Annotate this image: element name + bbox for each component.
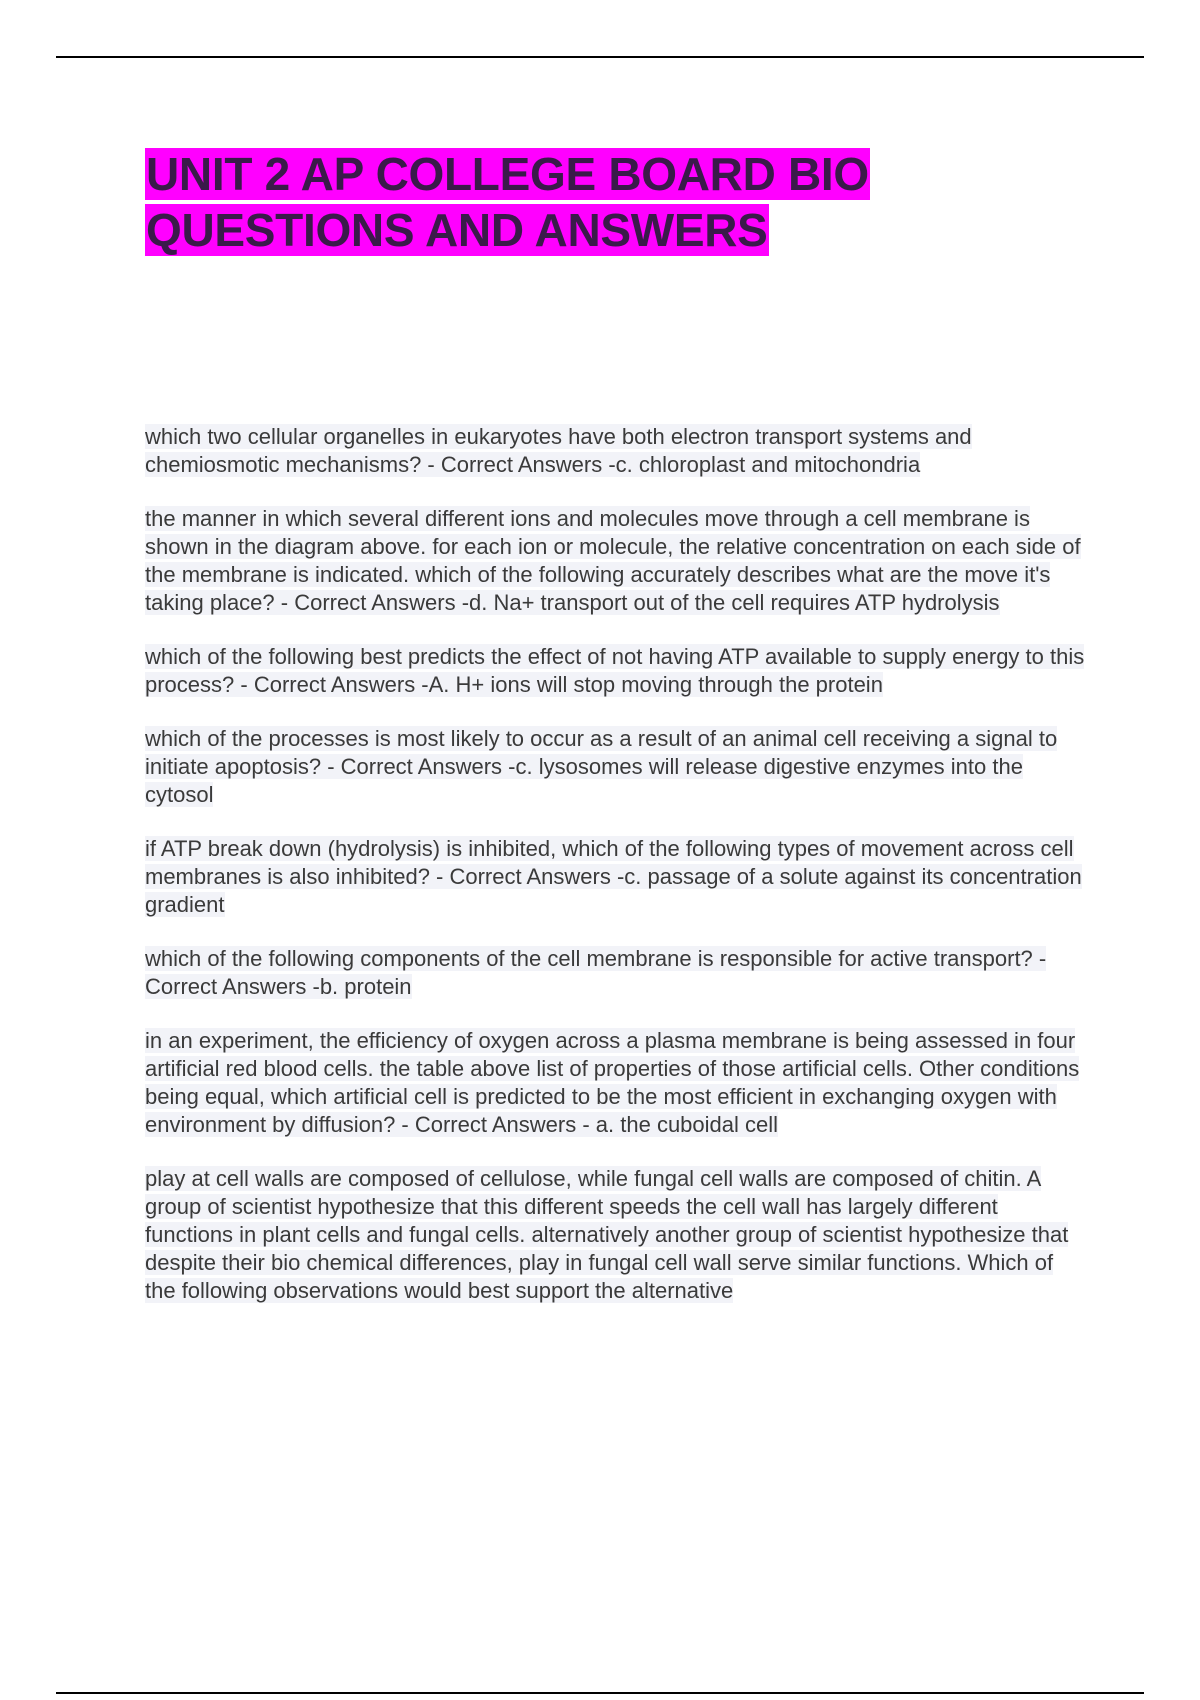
qa-item: [145, 505, 1085, 617]
qa-item: [145, 835, 1085, 919]
page-title: [145, 146, 1085, 258]
qa-item: [145, 423, 1085, 479]
qa-item-text: which two cellular organelles in eukaryotes have both electron transport systems and chemiosmotic mechanisms? - Correct Answers -c. chloroplast and mitochondria: [145, 424, 972, 477]
qa-item: [145, 643, 1085, 699]
qa-item-text: which of the processes is most likely to occur as a result of an animal cell receiving a signal to initiate apoptosis? - Correct Answers -c. lysosomes will release digestive enzymes into the cytosol: [145, 726, 1058, 807]
title-line-2: QUESTIONS AND ANSWERS: [146, 204, 768, 256]
qa-item: [145, 945, 1085, 1001]
qa-item: [145, 1027, 1085, 1139]
qa-item: [145, 1165, 1085, 1305]
qa-item-text: if ATP break down (hydrolysis) is inhibited, which of the following types of movement across cell membranes is also inhibited? - Correct Answers -c. passage of a solute against its concentration gradient: [145, 836, 1082, 917]
top-rule: [56, 56, 1144, 58]
qa-item-text: play at cell walls are composed of cellulose, while fungal cell walls are composed of chitin. A group of scientist hypothesize that this different speeds the cell wall has largely different functions in plant cells and fungal cells. alternatively another group of scientist hypothesize that despite their bio chemical differences, play in fungal cell wall serve similar functions. Which of the following observations would best support the alternative: [145, 1166, 1069, 1303]
qa-item: [145, 725, 1085, 809]
qa-item-text: which of the following components of the cell membrane is responsible for active transport? - Correct Answers -b. protein: [145, 946, 1047, 999]
qa-item-text: the manner in which several different ions and molecules move through a cell membrane is shown in the diagram above. for each ion or molecule, the relative concentration on each side of the membrane is indicated. which of the following accurately describes what are the move it's taking place? - Correct Answers -d. Na+ transport out of the cell requires ATP hydrolysis: [145, 506, 1081, 615]
qa-item-text: in an experiment, the efficiency of oxygen across a plasma membrane is being assessed in four artificial red blood cells. the table above list of properties of those artificial cells. Other conditions being equal, which artificial cell is predicted to be the most efficient in exchanging oxygen with environment by diffusion? - Correct Answers - a. the cuboidal cell: [145, 1028, 1080, 1137]
qa-list: [145, 423, 1085, 1331]
bottom-rule: [56, 1692, 1144, 1694]
title-line-1: UNIT 2 AP COLLEGE BOARD BIO: [146, 148, 869, 200]
qa-item-text: which of the following best predicts the effect of not having ATP available to supply energy to this process? - Correct Answers -A. H+ ions will stop moving through the protein: [145, 644, 1085, 697]
